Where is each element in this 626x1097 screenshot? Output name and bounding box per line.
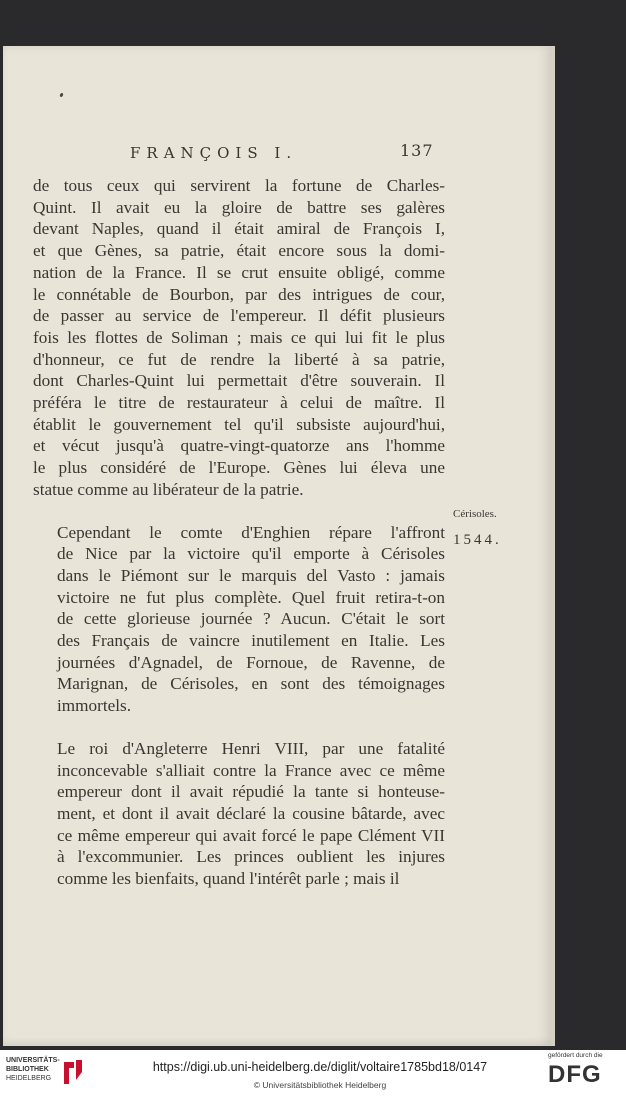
text-line: empereur dont il avait répudié la tante si honteuse- — [57, 782, 445, 802]
running-head — [130, 141, 440, 162]
text-line: établit le gouvernement tel qu'il subsiste aujourd'hui, — [33, 414, 445, 434]
funded-by-label: gefördert durch die — [548, 1052, 603, 1059]
text-line: fois les flottes de Soliman ; mais ce qui lui fit le plus — [33, 327, 445, 347]
text-line: inconcevable s'alliait contre la France avec ce même — [57, 760, 445, 780]
text-line: victoire ne fut plus complète. Quel fruit retira-t-on — [57, 587, 445, 607]
margin-note-place: Cérisoles. — [453, 508, 497, 520]
text-line: de passer au service de l'empereur. Il défit plusieurs — [33, 306, 445, 326]
text-line: d'honneur, ce fut de rendre la liberté à sa patrie, — [33, 349, 445, 369]
library-logo[interactable] — [6, 1056, 90, 1092]
text-line: des Français de vaincre inutilement en Italie. Les — [57, 631, 445, 651]
text-line: le plus considéré de l'Europe. Gènes lui éleva une — [33, 458, 445, 478]
text-line: comme les bienfaits, quand l'intérêt parle ; mais il — [57, 869, 400, 889]
page-number: 137 — [400, 141, 434, 160]
text-line: nation de la France. Il se crut ensuite obligé, comme — [33, 262, 445, 282]
text-line: à l'excommunier. Les princes oublient les injures — [57, 847, 445, 867]
dfg-funding-logo[interactable] — [548, 1052, 622, 1094]
text-line: Marignan, de Cérisoles, en sont des témoignages — [57, 674, 445, 694]
viewer-footer — [0, 1050, 626, 1097]
text-line: le connétable de Bourbon, par des intrigues de cour, — [33, 284, 445, 304]
permalink-url[interactable]: https://digi.ub.uni-heidelberg.de/diglit/voltaire1785bd18/0147 — [152, 1060, 488, 1074]
text-line: Cependant le comte d'Enghien répare l'affront — [57, 522, 445, 542]
text-line: de tous ceux qui servirent la fortune de Charles- — [33, 176, 445, 195]
library-name-line1: UNIVERSITÄTS- — [6, 1057, 60, 1064]
text-line: et vécut jusqu'à quatre-vingt-quatorze ans l'homme — [33, 436, 445, 456]
text-line: de Nice par la victoire qu'il emporte à Cérisoles — [57, 544, 445, 564]
text-line: dont Charles-Quint lui permettait d'être souverain. Il — [33, 371, 445, 391]
margin-note-year: 1544. — [453, 532, 502, 548]
text-line: statue comme au libérateur de la patrie. — [33, 479, 304, 499]
copyright-notice: © Universitätsbibliothek Heidelberg — [253, 1080, 387, 1090]
text-line: dans le Piémont sur le marquis del Vasto : jamais — [57, 565, 445, 585]
page-edge — [551, 46, 555, 1046]
text-line: devant Naples, quand il était amiral de François I, — [33, 219, 445, 239]
text-line: immortels. — [57, 696, 131, 716]
running-head-title: FRANÇOIS I. — [130, 144, 298, 162]
paragraph-3 — [33, 738, 445, 890]
library-emblem-icon — [62, 1058, 84, 1086]
paragraph-2 — [33, 522, 445, 717]
text-line: Quint. Il avait eu la gloire de battre ses galères — [33, 197, 445, 217]
margin-note — [453, 508, 523, 549]
text-line: préféra le titre de restaurateur à celui de maître. Il — [33, 393, 445, 413]
text-line: ce même empereur qui avait forcé le pape Clément VII — [57, 825, 445, 845]
paragraph-1 — [33, 175, 445, 501]
text-line: Le roi d'Angleterre Henri VIII, par une fatalité — [57, 738, 445, 758]
text-line: ment, et dont il avait déclaré la cousine bâtarde, avec — [57, 803, 445, 823]
library-name-line2: BIBLIOTHEK — [6, 1066, 49, 1073]
dfg-logo-text: DFG — [548, 1061, 602, 1088]
library-name-line3: HEIDELBERG — [6, 1075, 52, 1082]
text-line: et que Gènes, sa patrie, était encore sous la domi- — [33, 241, 445, 261]
body-text — [33, 175, 445, 890]
text-line: journées d'Agnadel, de Fornoue, de Ravenne, de — [57, 652, 445, 672]
text-line: de cette glorieuse journée ? Aucun. C'était le sort — [57, 609, 445, 629]
